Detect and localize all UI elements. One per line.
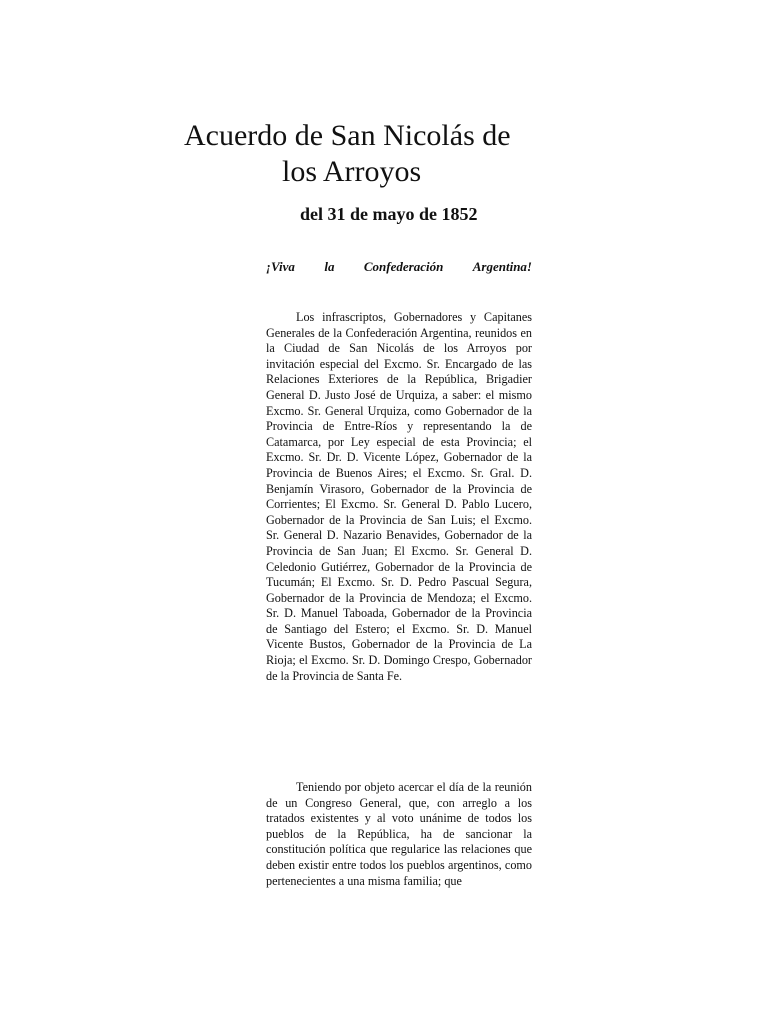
document-date-subtitle: del 31 de mayo de 1852 <box>300 204 478 224</box>
motto-word: Confederación <box>363 259 444 274</box>
motto-word: la <box>324 259 335 274</box>
document-title-line-2: los Arroyos <box>282 155 422 188</box>
motto-word: ¡Viva <box>266 259 295 274</box>
document-title-line-1: Acuerdo de San Nicolás de <box>184 119 511 152</box>
motto-word: Argentina! <box>472 259 532 274</box>
motto <box>266 258 532 276</box>
body-paragraph: Teniendo por objeto acercar el día de la reunión de un Congreso General, que, con arreglo a los tratados existentes y al voto unánime de todos los pueblos de la República, ha de sancionar la constitución política que regularice las relaciones que deben existir entre todos los pueblos argentinos, como pertenecientes a una misma familia; que <box>266 780 532 888</box>
body-paragraph: Los infrascriptos, Gobernadores y Capitanes Generales de la Confederación Argentina, reunidos en la Ciudad de San Nicolás de los Arroyos por invitación especial del Excmo. Sr. Encargado de las Relaciones Exteriores de la República, Brigadier General D. Justo José de Urquiza, a saber: el mismo Excmo. Sr. General Urquiza, como Gobernador de la Provincia de Entre-Ríos y representando la de Catamarca, por Ley especial de esta Provincia; el Excmo. Sr. Dr. D. Vicente López, Gobernador de la Provincia de Buenos Aires; el Excmo. Sr. Gral. D. Benjamín Virasoro, Gobernador de la Provincia de Corrientes; El Excmo. Sr. General D. Pablo Lucero, Gobernador de la Provincia de San Luis; el Excmo. Sr. General D. Nazario Benavides, Gobernador de la Provincia de San Juan; El Excmo. Sr. General D. Celedonio Gutiérrez, Gobernador de la Provincia de Tucumán; El Excmo. Sr. D. Pedro Pascual Segura, Gobernador de la Provincia de Mendoza; el Excmo. Sr. D. Manuel Taboada, Gobernador de la Provincia de Santiago del Estero; el Excmo. Sr. D. Manuel Vicente Bustos, Gobernador de la Provincia de La Rioja; el Excmo. Sr. D. Domingo Crespo, Gobernador de la Provincia de Santa Fe. <box>266 310 532 683</box>
